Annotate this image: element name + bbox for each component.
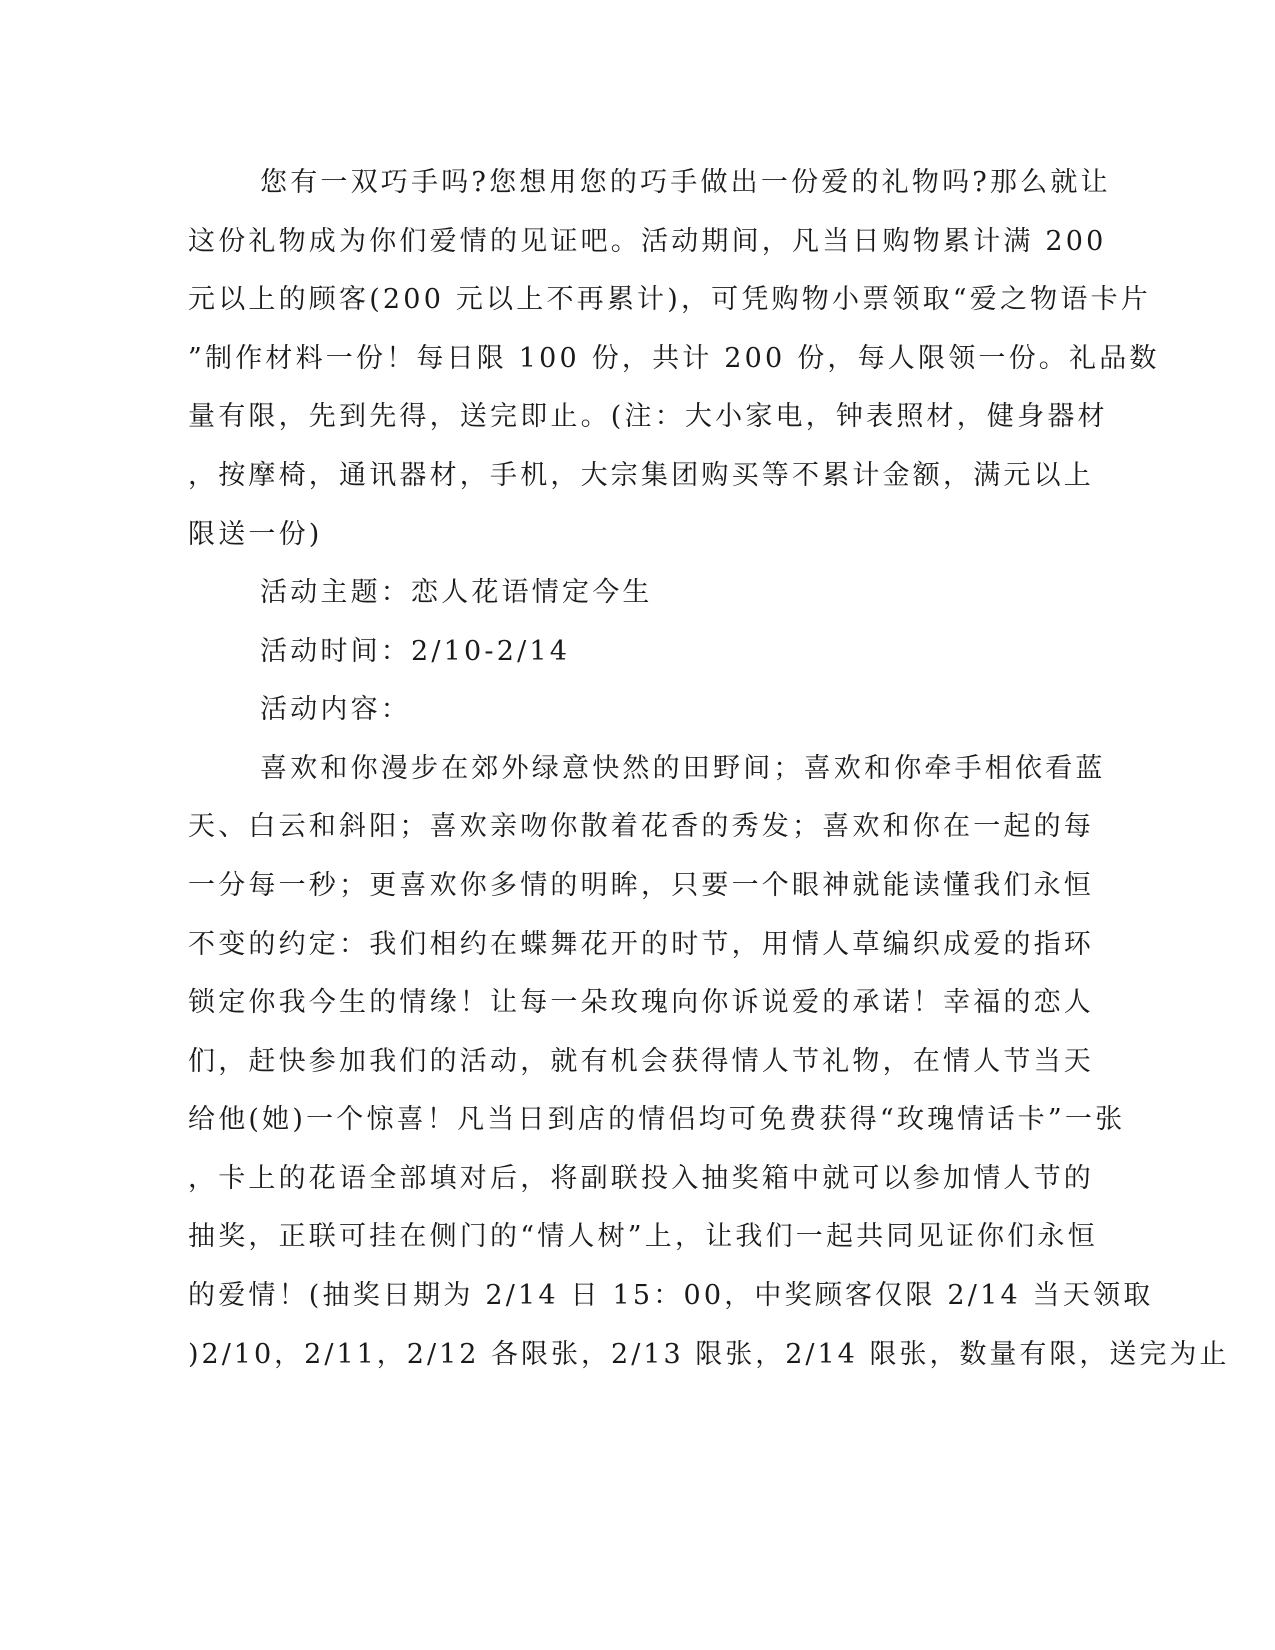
paragraph-line: 限送一份) [188, 519, 323, 550]
paragraph-line: 喜欢和你漫步在郊外绿意快然的田野间；喜欢和你牵手相依看蓝 [260, 753, 1106, 784]
paragraph-line: 给他(她)一个惊喜！凡当日到店的情侣均可免费获得“玫瑰情话卡”一张 [188, 1104, 1126, 1135]
activity-theme: 活动主题：恋人花语情定今生 [260, 577, 653, 608]
paragraph-line: 这份礼物成为你们爱情的见证吧。活动期间，凡当日购物累计满 200 [188, 226, 1107, 257]
paragraph-line: ，按摩椅，通讯器材，手机，大宗集团购买等不累计金额，满元以上 [188, 460, 1094, 491]
paragraph-line: 抽奖，正联可挂在侧门的“情人树”上，让我们一起共同见证你们永恒 [188, 1221, 1098, 1252]
activity-content-heading: 活动内容： [260, 694, 411, 725]
paragraph-line: ”制作材料一份！每日限 100 份，共计 200 份，每人限领一份。礼品数 [188, 343, 1160, 374]
paragraph-line: 天、白云和斜阳；喜欢亲吻你散着花香的秀发；喜欢和你在一起的每 [188, 811, 1094, 842]
paragraph-line: 的爱情！(抽奖日期为 2/14 日 15：00，中奖顾客仅限 2/14 当天领取 [188, 1280, 1154, 1311]
paragraph-line: 们，赶快参加我们的活动，就有机会获得情人节礼物，在情人节当天 [188, 1046, 1094, 1077]
paragraph-line: 元以上的顾客(200 元以上不再累计)，可凭购物小票领取“爱之物语卡片 [188, 284, 1151, 315]
activity-time: 活动时间：2/10-2/14 [260, 636, 571, 667]
paragraph-line: 您有一双巧手吗?您想用您的巧手做出一份爱的礼物吗?那么就让 [260, 167, 1111, 198]
paragraph-line: 锁定你我今生的情缘！让每一朵玫瑰向你诉说爱的承诺！幸福的恋人 [188, 987, 1094, 1018]
paragraph-line: 不变的约定：我们相约在蝶舞花开的时节，用情人草编织成爱的指环 [188, 929, 1094, 960]
paragraph-line: )2/10，2/11，2/12 各限张，2/13 限张，2/14 限张，数量有限，送完为止 [188, 1339, 1230, 1370]
paragraph-line: ，卡上的花语全部填对后，将副联投入抽奖箱中就可以参加情人节的 [188, 1163, 1094, 1194]
paragraph-line: 量有限，先到先得，送完即止。(注：大小家电，钟表照材，健身器材 [188, 401, 1108, 432]
paragraph-line: 一分每一秒；更喜欢你多情的明眸，只要一个眼神就能读懂我们永恒 [188, 870, 1094, 901]
